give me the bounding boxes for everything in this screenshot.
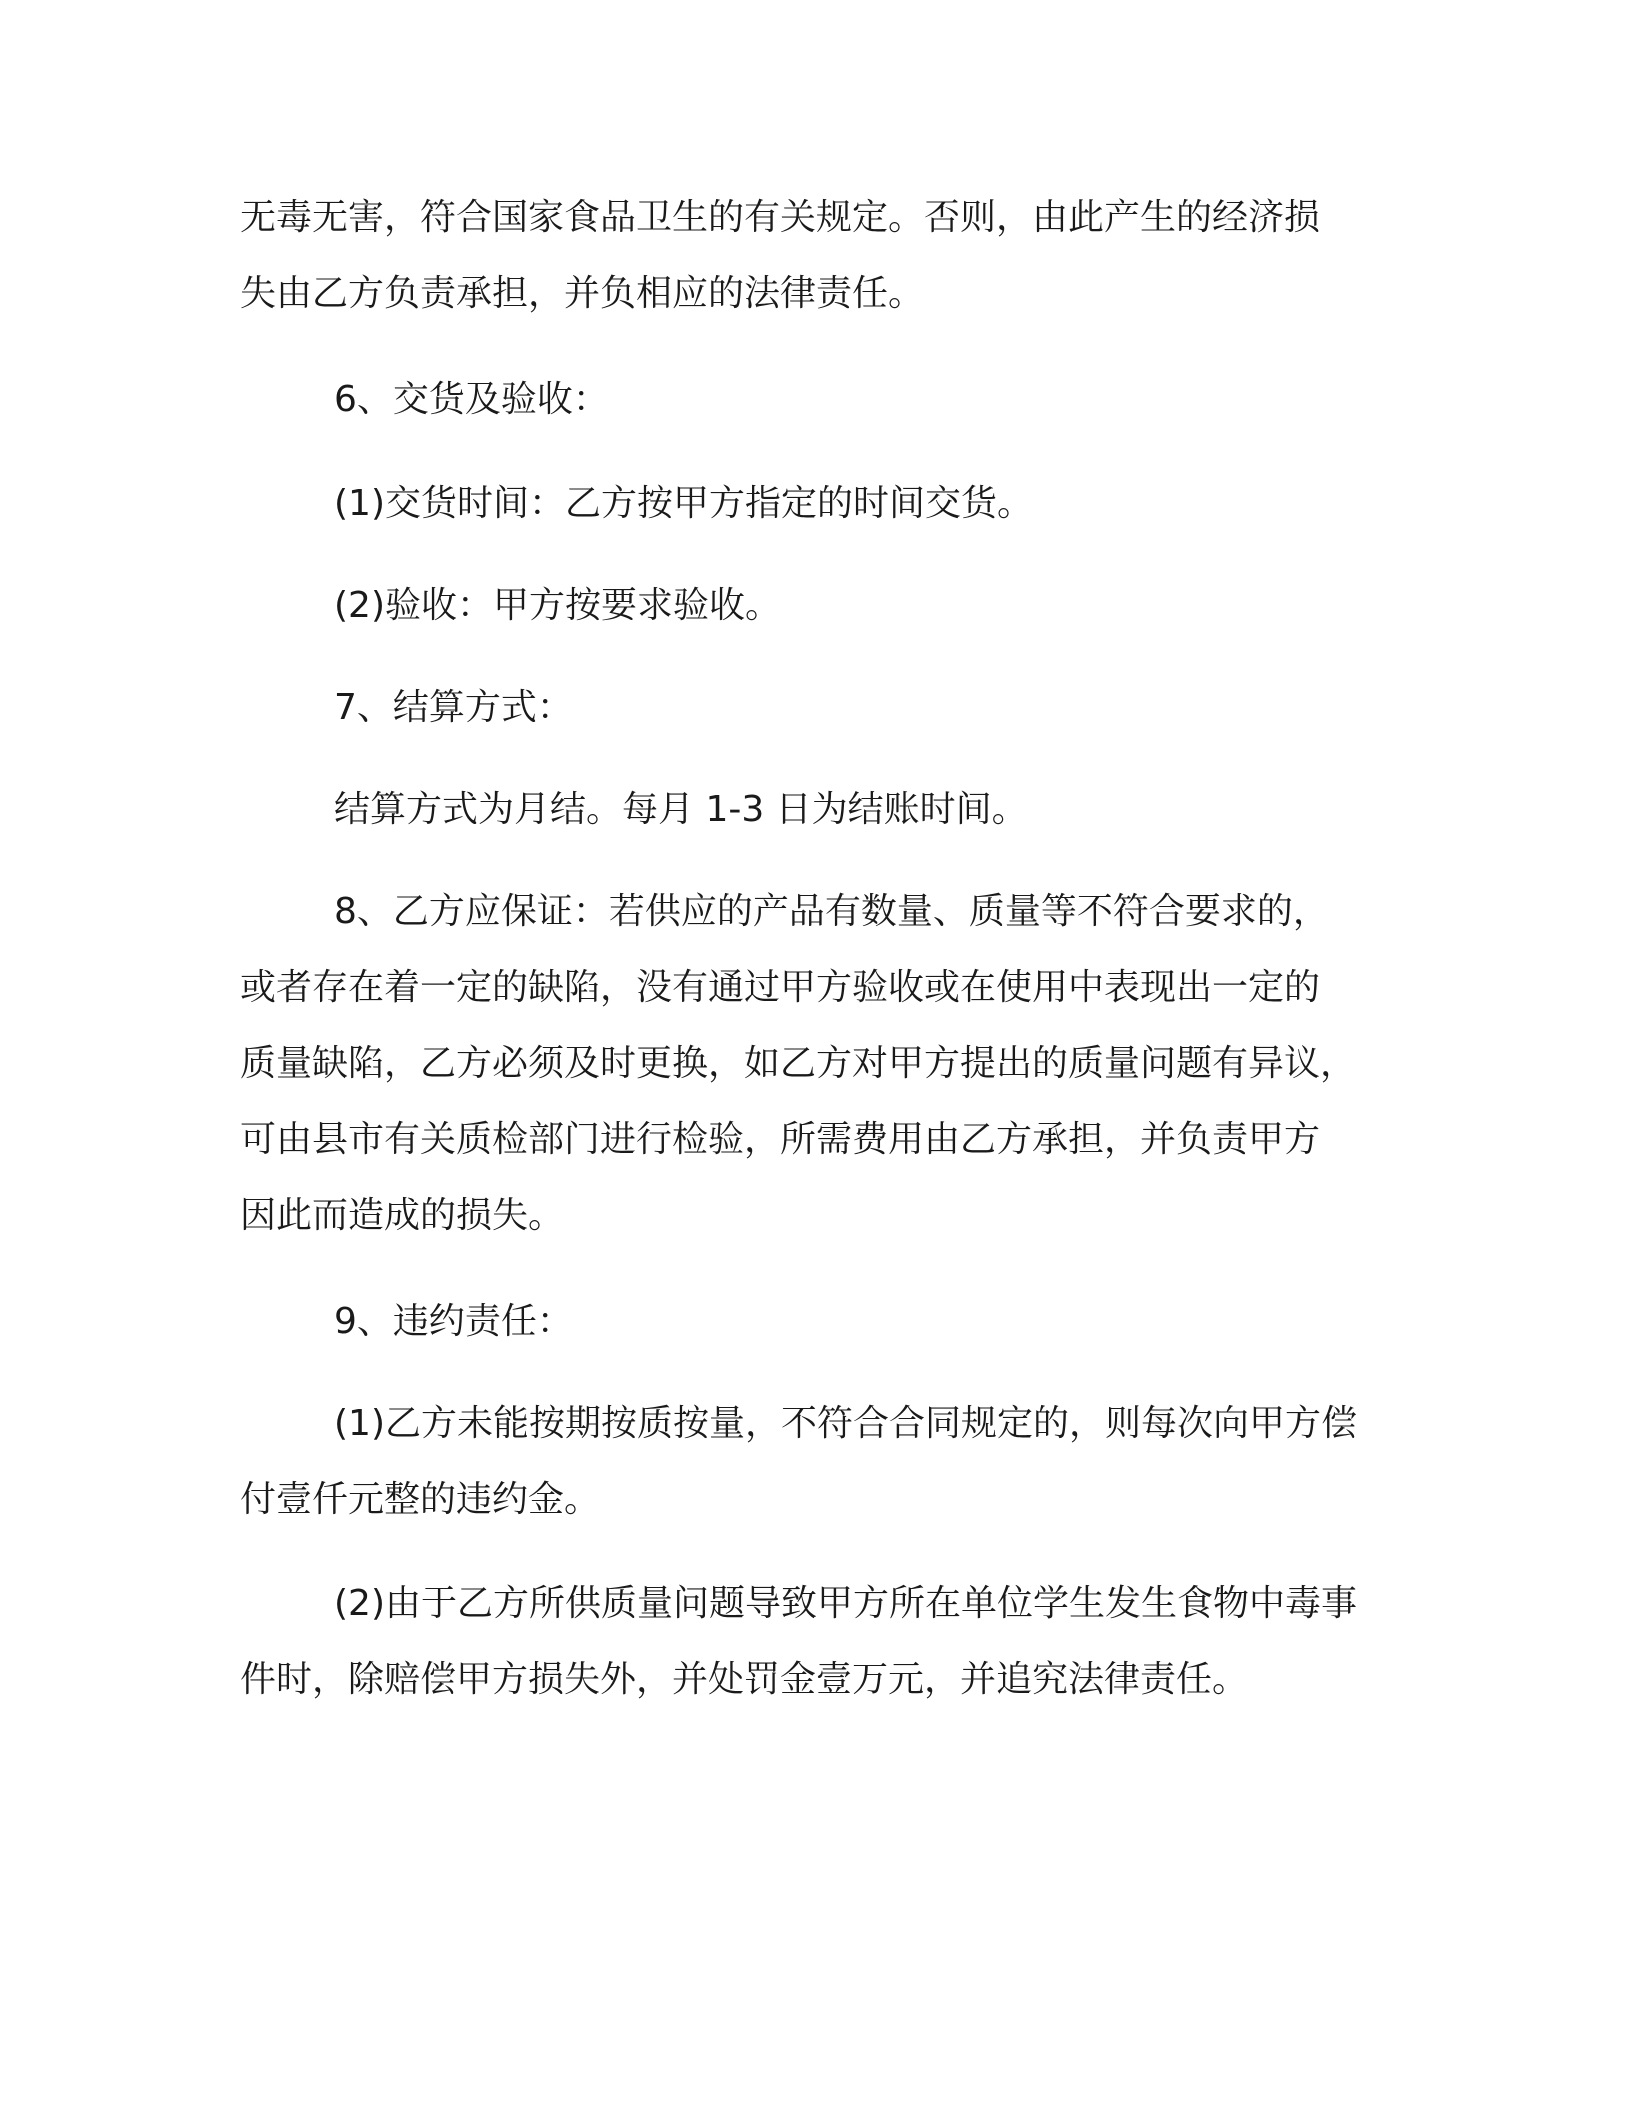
text-line: (1)交货时间：乙方按甲方指定的时间交货。 <box>334 483 1033 524</box>
text-line: (2)验收：甲方按要求验收。 <box>334 585 781 626</box>
section-7-body <box>240 772 1390 848</box>
text-line: 或者存在着一定的缺陷，没有通过甲方验收或在使用中表现出一定的 <box>240 967 1321 1008</box>
text-line: 可由县市有关质检部门进行检验，所需费用由乙方承担，并负责甲方 <box>240 1119 1321 1160</box>
section-6-item-1 <box>240 466 1390 542</box>
text-line: 付壹仟元整的违约金。 <box>240 1479 601 1520</box>
text-line: (2)由于乙方所供质量问题导致甲方所在单位学生发生食物中毒事 <box>334 1583 1357 1624</box>
text-line: 件时，除赔偿甲方损失外，并处罚金壹万元，并追究法律责任。 <box>240 1659 1249 1700</box>
heading-breach-liability: 9、违约责任： <box>334 1301 573 1342</box>
section-6-item-2 <box>240 568 1390 644</box>
text-line: 质量缺陷，乙方必须及时更换，如乙方对甲方提出的质量问题有异议， <box>240 1043 1357 1084</box>
section-9-heading <box>240 1284 1390 1360</box>
text-line: 结算方式为月结。每月 1-3 日为结账时间。 <box>334 789 1028 830</box>
section-7-heading <box>240 670 1390 746</box>
section-9-item-2 <box>240 1566 1390 1718</box>
section-9-item-1 <box>240 1386 1390 1538</box>
heading-delivery-acceptance: 6、交货及验收： <box>334 379 609 420</box>
paragraph-food-safety <box>240 180 1390 332</box>
heading-settlement: 7、结算方式： <box>334 687 573 728</box>
text-line: 失由乙方负责承担，并负相应的法律责任。 <box>240 273 925 314</box>
section-8-paragraph <box>240 874 1390 1254</box>
text-line: (1)乙方未能按期按质按量，不符合合同规定的，则每次向甲方偿 <box>334 1403 1357 1444</box>
text-line: 因此而造成的损失。 <box>240 1195 565 1236</box>
text-line: 8、乙方应保证：若供应的产品有数量、质量等不符合要求的， <box>334 891 1329 932</box>
section-6-heading <box>240 362 1390 438</box>
text-line: 无毒无害，符合国家食品卫生的有关规定。否则，由此产生的经济损 <box>240 197 1321 238</box>
